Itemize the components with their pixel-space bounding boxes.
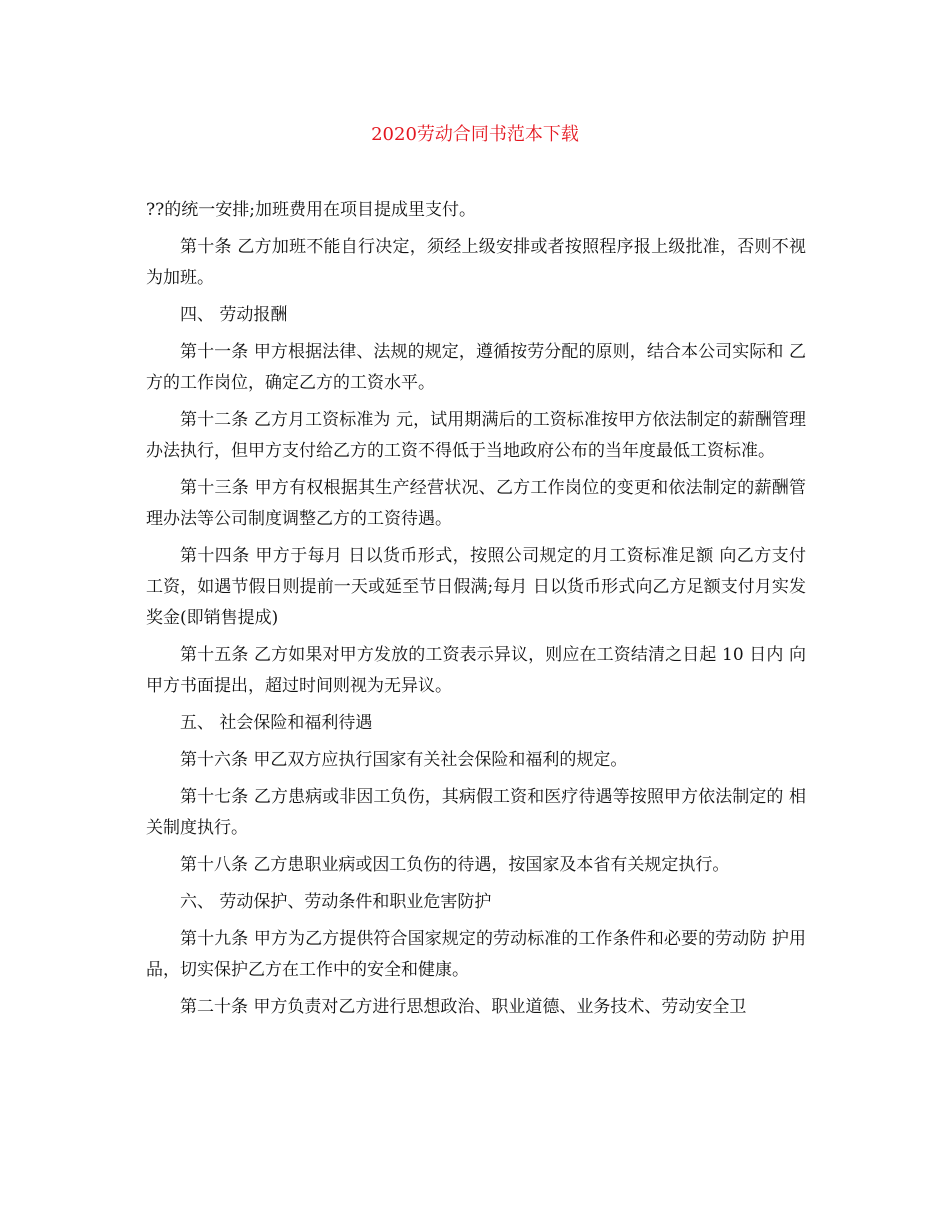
paragraph-article-14: 第十四条 甲方于每月 日以货币形式，按照公司规定的月工资标准足额 向乙方支付工资，如遇节假日则提前一天或延至节日假满;每月 日以货币形式向乙方足额支付月实发奖金(即销售提成): [146, 546, 806, 628]
document-body: [146, 195, 806, 1029]
section-heading-6: 六、 劳动保护、劳动条件和职业危害防护: [180, 892, 492, 912]
paragraph-article-15: 第十五条 乙方如果对甲方发放的工资表示异议，则应在工资结清之日起 10 日内 向甲方书面提出，超过时间则视为无异议。: [146, 645, 806, 696]
paragraph-article-17: 第十七条 乙方患病或非因工负伤，其病假工资和医疗待遇等按照甲方依法制定的 相关制度执行。: [146, 787, 806, 838]
paragraph-article-11: 第十一条 甲方根据法律、法规的规定，遵循按劳分配的原则，结合本公司实际和 乙方的工作岗位，确定乙方的工资水平。: [146, 342, 806, 393]
paragraph-article-19: 第十九条 甲方为乙方提供符合国家规定的劳动标准的工作条件和必要的劳动防 护用品，切实保护乙方在工作中的安全和健康。: [146, 929, 806, 980]
paragraph-article-16: 第十六条 甲乙双方应执行国家有关社会保险和福利的规定。: [180, 750, 628, 770]
paragraph-article-13: 第十三条 甲方有权根据其生产经营状况、乙方工作岗位的变更和依法制定的薪酬管理办法等公司制度调整乙方的工资待遇。: [146, 478, 806, 529]
paragraph-article-20: 第二十条 甲方负责对乙方进行思想政治、职业道德、业务技术、劳动安全卫: [180, 997, 747, 1017]
section-heading-5: 五、 社会保险和福利待遇: [180, 713, 373, 733]
document-title: 2020劳动合同书范本下载: [371, 124, 579, 145]
paragraph-article-18: 第十八条 乙方患职业病或因工负伤的待遇，按国家及本省有关规定执行。: [180, 855, 730, 875]
paragraph-continuation: ??的统一安排;加班费用在项目提成里支付。: [146, 200, 476, 220]
paragraph-article-12: 第十二条 乙方月工资标准为 元，试用期满后的工资标准按甲方依法制定的薪酬管理办法执行，但甲方支付给乙方的工资不得低于当地政府公布的当年度最低工资标准。: [146, 410, 806, 461]
paragraph-article-10: 第十条 乙方加班不能自行决定，须经上级安排或者按照程序报上级批准，否则不视为加班。: [146, 237, 806, 288]
section-heading-4: 四、 劳动报酬: [180, 305, 288, 325]
